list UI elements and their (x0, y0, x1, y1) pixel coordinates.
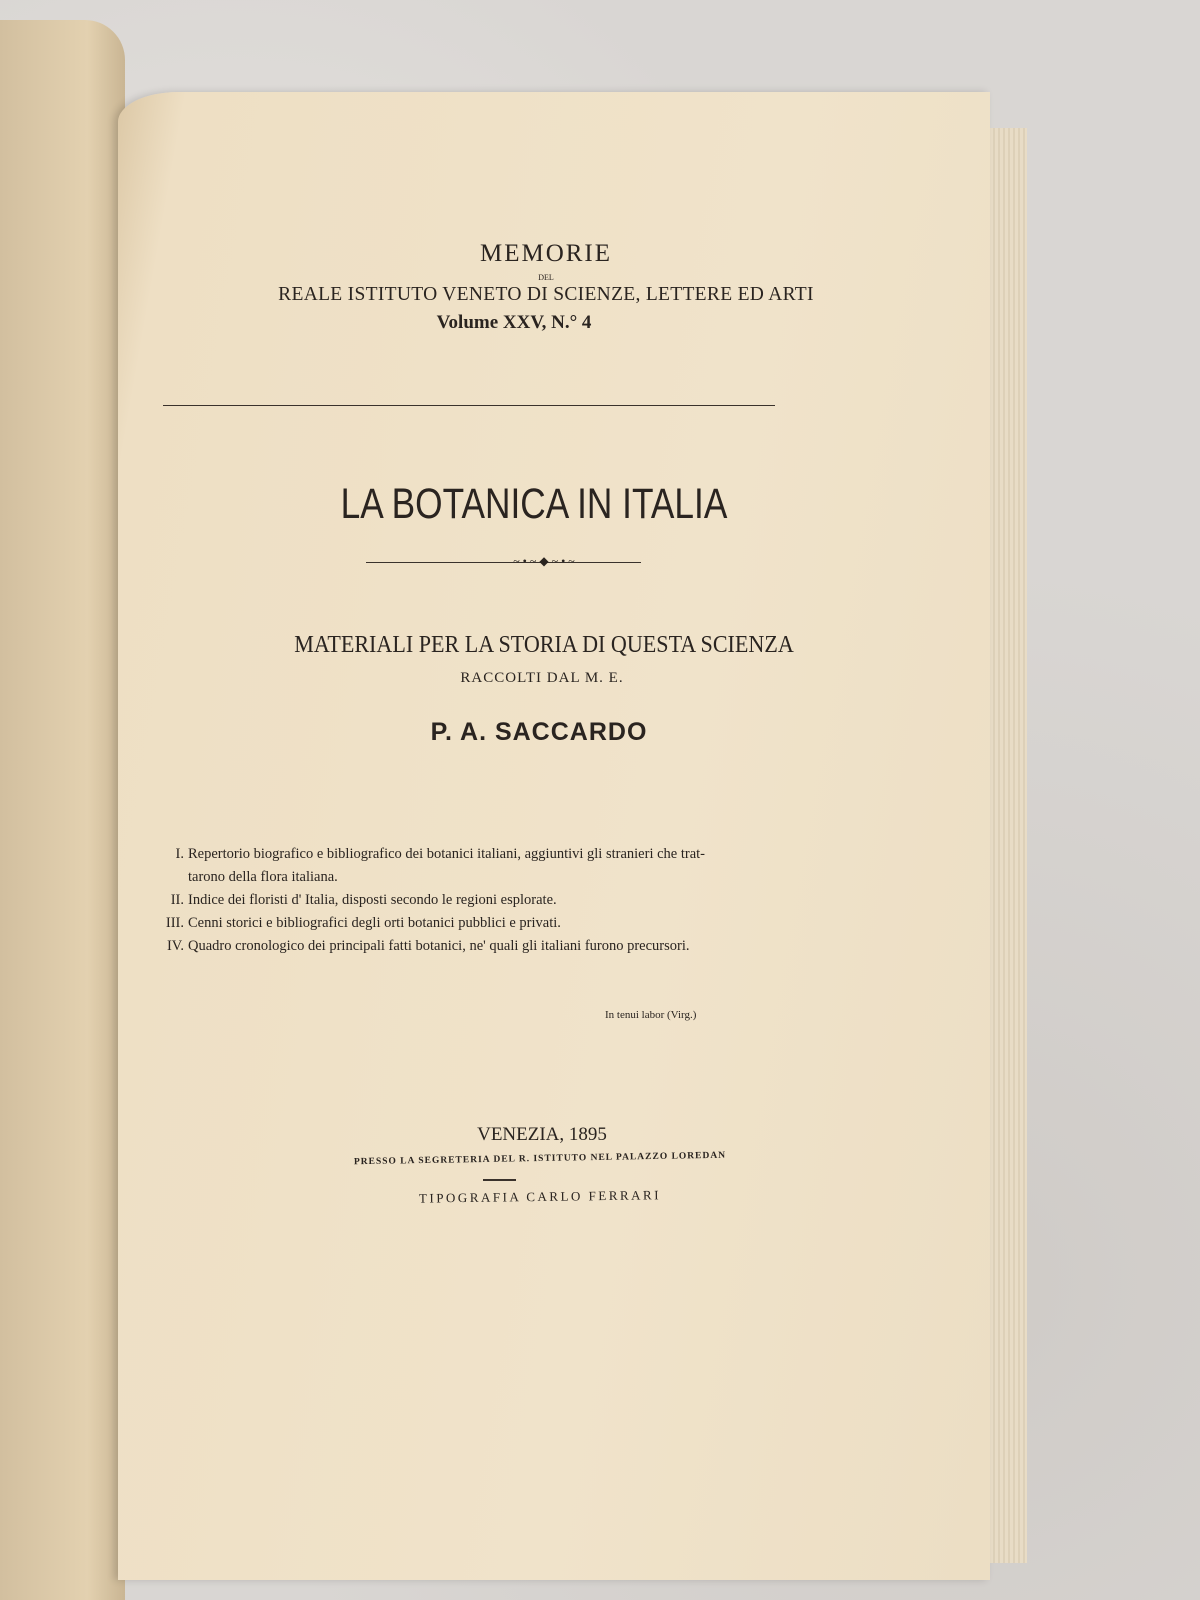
contents-list (158, 843, 705, 958)
list-item-continued (158, 866, 705, 889)
ornament-icon: ~ • ~ ◆ ~ • ~ (513, 554, 575, 568)
item-number: II. (170, 892, 184, 908)
list-item (158, 912, 705, 935)
footer-rule (483, 1179, 516, 1181)
title-page (118, 92, 990, 1580)
item-number: III. (165, 915, 184, 931)
left-page (0, 20, 125, 1600)
series-title: MEMORIE (479, 240, 613, 267)
item-text: Quadro cronologico dei principali fatti botanici, ne' quali gli italiani furono precursori. (188, 938, 690, 954)
epigraph: In tenui labor (Virg.) (605, 1009, 697, 1021)
item-number: IV. (166, 938, 184, 954)
item-text: Cenni storici e bibliografici degli orti botanici pubblici e privati. (188, 915, 561, 931)
list-item (158, 843, 705, 866)
volume-number: Volume XXV, N.° 4 (436, 312, 592, 333)
main-title: LA BOTANICA IN ITALIA (340, 480, 728, 528)
item-text: Repertorio biografico e bibliografico dei botanici italiani, aggiuntivi gli stranieri che trat- (188, 846, 705, 862)
list-item (158, 889, 705, 912)
item-text: Indice dei floristi d' Italia, disposti secondo le regioni esplorate. (188, 892, 557, 908)
header-rule (163, 405, 775, 406)
place-date: VENEZIA, 1895 (477, 1124, 607, 1145)
subtitle: MATERIALI PER LA STORIA DI QUESTA SCIENZA (294, 632, 794, 658)
item-number: I. (175, 846, 184, 862)
printer: TIPOGRAFIA CARLO FERRARI (418, 1187, 662, 1206)
author-name: P. A. SACCARDO (430, 718, 648, 746)
publisher: PRESSO LA SEGRETERIA DEL R. ISTITUTO NEL PALAZZO LOREDAN (353, 1150, 727, 1168)
del-label: DEL (538, 273, 554, 282)
list-item (158, 935, 705, 958)
page-edges (985, 128, 1027, 1563)
collected-by: RACCOLTI DAL M. E. (460, 670, 624, 686)
institute-name: REALE ISTITUTO VENETO DI SCIENZE, LETTERE ED ARTI (278, 284, 814, 305)
item-text: tarono della flora italiana. (188, 869, 338, 885)
